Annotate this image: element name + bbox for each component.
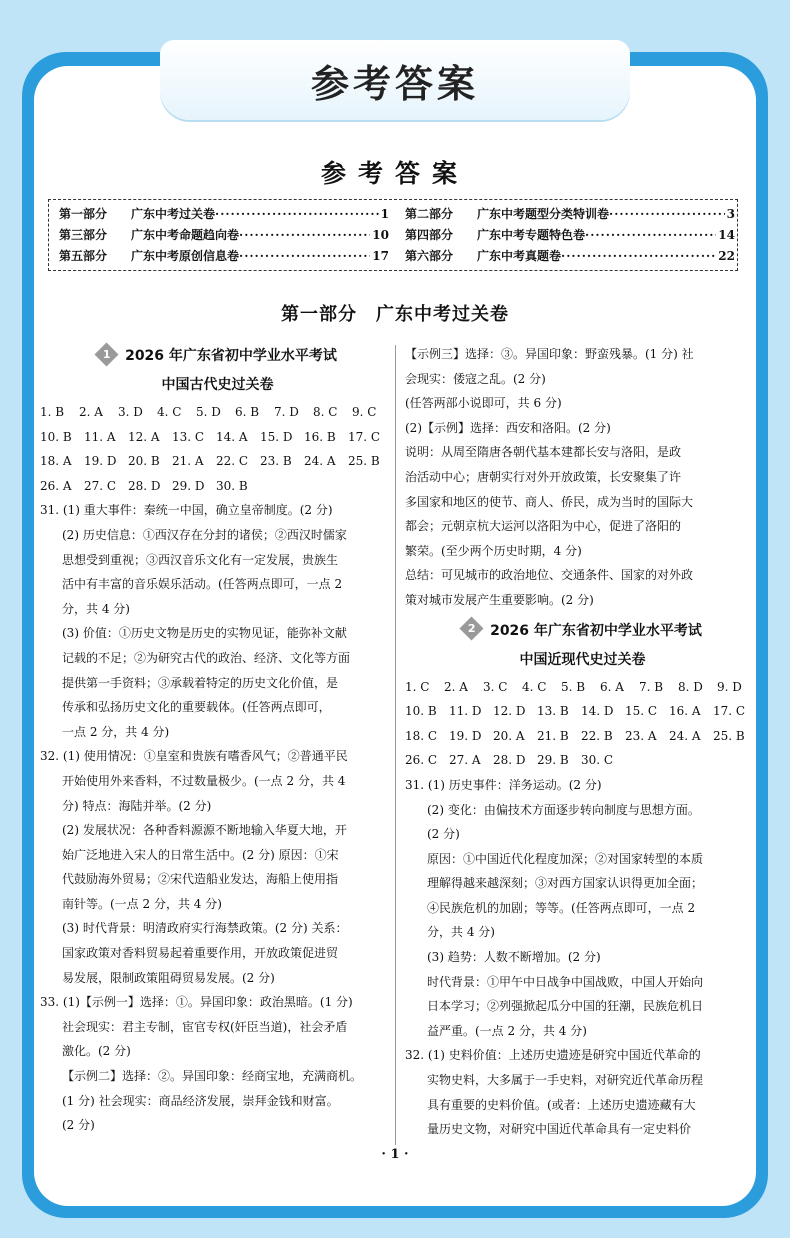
answer-item: 12. D xyxy=(493,704,526,719)
text-line: 【示例二】选择：②。异国印象：经商宝地，充满商机。 xyxy=(62,1069,363,1084)
text-line: 日本学习；②列强掀起瓜分中国的狂潮，民族危机日 xyxy=(427,999,704,1014)
answer-item: 13. B xyxy=(537,704,569,719)
exam-subtitle: 中国近现代史过关卷 xyxy=(519,651,646,668)
text-line: 分，共 4 分) xyxy=(62,601,130,616)
text-line: 社会现实：君主专制，宦官专权(奸臣当道)，社会矛盾 xyxy=(62,1019,348,1034)
answer-item: 4. C xyxy=(522,679,547,694)
answer-item: 26. C xyxy=(405,753,438,768)
answer-item: 5. B xyxy=(561,679,586,694)
answer-item: 2. A xyxy=(79,405,103,419)
text-line: 理解得越来越深刻；③对西方国家认识得更加全面； xyxy=(427,876,704,891)
answer-item: 16. A xyxy=(669,704,701,719)
text-line: 31. (1) 历史事件：洋务运动。(2 分) xyxy=(405,777,602,792)
answer-item: 15. C xyxy=(625,704,658,719)
answer-item: 27. C xyxy=(84,478,117,493)
text-line: 分，共 4 分) xyxy=(427,925,495,940)
toc-entry xyxy=(59,225,389,245)
toc-name: 广东中考专题特色卷 xyxy=(477,228,586,242)
toc-leader xyxy=(561,246,716,266)
toc-name: 广东中考原创信息卷 xyxy=(131,249,240,263)
left-column xyxy=(40,342,395,1142)
toc-part: 第三部分 xyxy=(59,228,108,242)
text-line: 思想受到重视；③西汉音乐文化有一定发展，贵族生 xyxy=(62,552,339,567)
answer-item: 3. D xyxy=(118,405,143,419)
banner-title: 参考答案 xyxy=(310,61,479,106)
answer-item: 11. A xyxy=(84,429,116,444)
answer-item: 27. A xyxy=(449,753,481,768)
text-line: 南针等。(一点 2 分，共 4 分) xyxy=(62,896,222,911)
answer-item: 1. B xyxy=(40,405,65,419)
answer-item: 19. D xyxy=(449,728,482,743)
text-line: 始广泛地进入宋人的日常生活中。(2 分) 原因：①宋 xyxy=(62,847,339,862)
answer-item: 10. B xyxy=(40,429,72,444)
answer-item: 9. D xyxy=(717,679,742,694)
answer-item: 19. D xyxy=(84,454,117,469)
text-line: 31. (1) 重大事件：秦统一中国，确立皇帝制度。(2 分) xyxy=(40,503,333,518)
text-line: 传承和弘扬历史文化的重要载体。(任答两点即可， xyxy=(62,700,331,715)
text-line: 易发展，限制政策阻碍贸易发展。(2 分) xyxy=(62,970,275,985)
answer-item: 25. B xyxy=(348,454,380,469)
answer-item: 6. B xyxy=(235,405,260,419)
answer-item: 17. C xyxy=(348,429,381,444)
answer-item: 6. A xyxy=(600,679,624,694)
text-line: 【示例三】选择：③。异国印象：野蛮残暴。(1 分) 社 xyxy=(405,347,694,361)
answer-item: 14. D xyxy=(581,704,614,719)
answer-item: 8. D xyxy=(678,679,703,694)
choice-answers xyxy=(40,400,395,498)
text-line: ④民族危机的加剧；等等。(任答两点即可，一点 2 xyxy=(427,900,696,915)
answer-item: 21. A xyxy=(172,454,204,469)
answer-item: 29. B xyxy=(537,753,569,768)
exam-title-line1: 2026 年广东省初中学业水平考试 xyxy=(490,622,702,639)
text-line: (1 分) 社会现实：商品经济发展，崇拜金钱和财富。 xyxy=(62,1093,339,1108)
toc-part: 第四部分 xyxy=(405,228,454,242)
text-line: 激化。(2 分) xyxy=(62,1044,131,1059)
answer-row xyxy=(40,474,395,499)
text-line: (3) 时代背景：明清政府实行海禁政策。(2 分) 关系： xyxy=(62,921,348,936)
text-line: 时代背景：①甲午中日战争中国战败，中国人开始向 xyxy=(427,974,704,989)
toc-page: 17 xyxy=(372,249,389,263)
answer-row xyxy=(405,675,760,700)
answer-item: 16. B xyxy=(304,429,336,444)
answer-text-block xyxy=(40,498,395,1137)
exam-title-line1: 2026 年广东省初中学业水平考试 xyxy=(125,348,337,364)
text-line: (2)【示例】选择：西安和洛阳。(2 分) xyxy=(405,420,611,435)
text-line: 会现实：倭寇之乱。(2 分) xyxy=(405,371,546,386)
text-line: 活中有丰富的音乐娱乐活动。(任答两点即可，一点 2 xyxy=(62,577,343,592)
choice-answers xyxy=(405,675,760,773)
right-column xyxy=(405,342,760,1142)
text-line: (3) 趋势：人数不断增加。(2 分) xyxy=(427,950,601,965)
text-line: 代鼓励海外贸易；②宋代造船业发达，海船上使用指 xyxy=(62,872,339,887)
answer-item: 4. C xyxy=(157,405,182,419)
answer-item: 17. C xyxy=(713,704,746,719)
toc-page: 3 xyxy=(726,207,735,221)
toc-part: 第二部分 xyxy=(405,207,454,221)
answer-item: 24. A xyxy=(304,454,336,469)
text-line: 开始使用外来香料，不过数量极少。(一点 2 分，共 4 xyxy=(62,773,346,788)
answer-item: 28. D xyxy=(128,478,161,493)
text-line: 32. (1) 使用情况：①皇室和贵族有嗜香风气；②普通平民 xyxy=(40,749,348,764)
toc-part: 第六部分 xyxy=(405,249,454,263)
toc-leader xyxy=(215,204,379,224)
toc-page: 1 xyxy=(380,207,389,221)
answer-item: 21. B xyxy=(537,728,569,743)
text-line: 量历史文物，对研究中国近代革命具有一定史料价 xyxy=(427,1122,692,1137)
text-line: 32. (1) 史料价值：上述历史遗迹是研究中国近代革命的 xyxy=(405,1048,701,1063)
text-line: 记载的不足；②为研究古代的政治、经济、文化等方面 xyxy=(62,650,351,665)
toc-part: 第一部分 xyxy=(59,207,108,221)
toc-entry xyxy=(59,246,389,266)
text-line: 一点 2 分，共 4 分) xyxy=(62,724,170,739)
text-line: 益严重。(一点 2 分，共 4 分) xyxy=(427,1023,587,1038)
answer-item: 18. C xyxy=(405,728,438,743)
answer-item: 7. B xyxy=(639,679,664,694)
toc-entry xyxy=(405,225,735,245)
banner xyxy=(160,40,630,120)
answer-item: 23. A xyxy=(625,728,657,743)
toc-leader xyxy=(609,204,725,224)
answer-item: 3. C xyxy=(483,679,508,694)
toc-page: 10 xyxy=(372,228,389,242)
text-line: 具有重要的史料价值。(或者：上述历史遗迹藏有大 xyxy=(427,1097,696,1112)
text-line: 说明：从周至隋唐各朝代基本建都长安与洛阳，是政 xyxy=(405,445,682,460)
text-line: 策对城市发展产生重要影响。(2 分) xyxy=(405,592,594,607)
text-line: (2) 历史信息：①西汉存在分封的诸侯；②西汉时儒家 xyxy=(62,527,347,542)
answer-item: 13. C xyxy=(172,429,205,444)
toc-entry xyxy=(405,204,735,224)
page-number: · 1 · xyxy=(381,1147,409,1162)
answer-item: 23. B xyxy=(260,454,292,469)
answer-item: 7. D xyxy=(274,405,299,419)
toc-leader xyxy=(585,225,716,245)
answer-item: 10. B xyxy=(405,704,437,719)
text-line: 繁荣。(至少两个历史时期，4 分) xyxy=(405,543,582,558)
page-title: 参考答案 xyxy=(320,159,469,188)
text-line: 多国家和地区的使节、商人、侨民，成为当时的国际大 xyxy=(405,494,694,509)
toc-entry xyxy=(405,246,735,266)
answer-item: 26. A xyxy=(40,478,72,493)
toc-leader xyxy=(239,246,370,266)
text-line: 都会；元朝京杭大运河以洛阳为中心，促进了洛阳的 xyxy=(405,519,682,534)
exam-subtitle: 中国古代史过关卷 xyxy=(161,377,274,393)
answer-item: 5. D xyxy=(196,405,221,419)
answer-text-block xyxy=(405,773,760,1142)
exam-number-badge: 1 xyxy=(95,342,119,366)
answer-item: 12. A xyxy=(128,429,160,444)
answer-item: 24. A xyxy=(669,728,701,743)
answer-item: 30. C xyxy=(581,753,614,768)
text-line: 实物史料，大多属于一手史料，对研究近代革命历程 xyxy=(427,1073,704,1088)
exam-title xyxy=(405,617,760,646)
answer-item: 18. A xyxy=(40,454,72,469)
toc-name: 广东中考真题卷 xyxy=(477,249,562,263)
text-line: 国家政策对香料贸易起着重要作用，开放政策促进贸 xyxy=(62,946,339,961)
answer-item: 14. A xyxy=(216,429,248,444)
answer-item: 20. A xyxy=(493,728,525,743)
answer-item: 20. B xyxy=(128,454,160,469)
answer-text-block xyxy=(405,342,760,613)
section-heading: 第一部分 广东中考过关卷 xyxy=(281,304,509,325)
toc-name: 广东中考题型分类特训卷 xyxy=(477,207,610,221)
toc-leader xyxy=(239,225,370,245)
exam-title xyxy=(40,342,395,371)
toc-name: 广东中考命题趋向卷 xyxy=(131,228,240,242)
answer-item: 9. C xyxy=(352,405,377,419)
answer-row xyxy=(40,425,395,450)
answer-row xyxy=(405,748,760,773)
exam-number-badge: 2 xyxy=(460,617,484,641)
answer-item: 28. D xyxy=(493,753,526,768)
text-line: 原因：①中国近代化程度加深；②对国家转型的本质 xyxy=(427,851,704,866)
answer-item: 11. D xyxy=(449,704,482,719)
text-line: (2) 变化：由偏技术方面逐步转向制度与思想方面。 xyxy=(427,802,700,817)
toc-name: 广东中考过关卷 xyxy=(131,207,216,221)
answer-item: 22. B xyxy=(581,728,613,743)
answer-row xyxy=(405,724,760,749)
answer-item: 1. C xyxy=(405,679,430,694)
toc-page: 14 xyxy=(718,228,735,242)
text-line: (2) 发展状况：各种香料源源不断地输入华夏大地，开 xyxy=(62,823,347,838)
answer-item: 8. C xyxy=(313,405,338,419)
text-line: (任答两部小说即可，共 6 分) xyxy=(405,396,562,411)
toc-entry xyxy=(59,204,389,224)
text-line: 提供第一手资料；③承载着特定的历史文化价值，是 xyxy=(62,675,339,690)
toc-page: 22 xyxy=(718,249,735,263)
answer-item: 30. B xyxy=(216,478,248,493)
answer-item: 15. D xyxy=(260,429,293,444)
answer-row xyxy=(405,699,760,724)
answer-row xyxy=(40,400,395,425)
text-line: (2 分) xyxy=(427,827,460,842)
text-line: 治活动中心；唐朝实行对外开放政策，长安聚集了许 xyxy=(405,469,682,484)
answer-item: 22. C xyxy=(216,454,249,469)
answer-item: 25. B xyxy=(713,728,745,743)
table-of-contents xyxy=(48,199,738,271)
text-line: 总结：可见城市的政治地位、交通条件、国家的对外政 xyxy=(405,568,694,583)
text-line: 分) 特点：海陆并举。(2 分) xyxy=(62,798,212,813)
text-line: (2 分) xyxy=(62,1118,95,1133)
toc-part: 第五部分 xyxy=(59,249,108,263)
text-line: 33. (1)【示例一】选择：①。异国印象：政治黑暗。(1 分) xyxy=(40,995,353,1010)
answer-item: 29. D xyxy=(172,478,205,493)
answer-item: 2. A xyxy=(444,679,468,694)
answer-row xyxy=(40,449,395,474)
text-line: (3) 价值：①历史文物是历史的实物见证，能弥补文献 xyxy=(62,626,347,641)
column-divider xyxy=(395,345,396,1145)
